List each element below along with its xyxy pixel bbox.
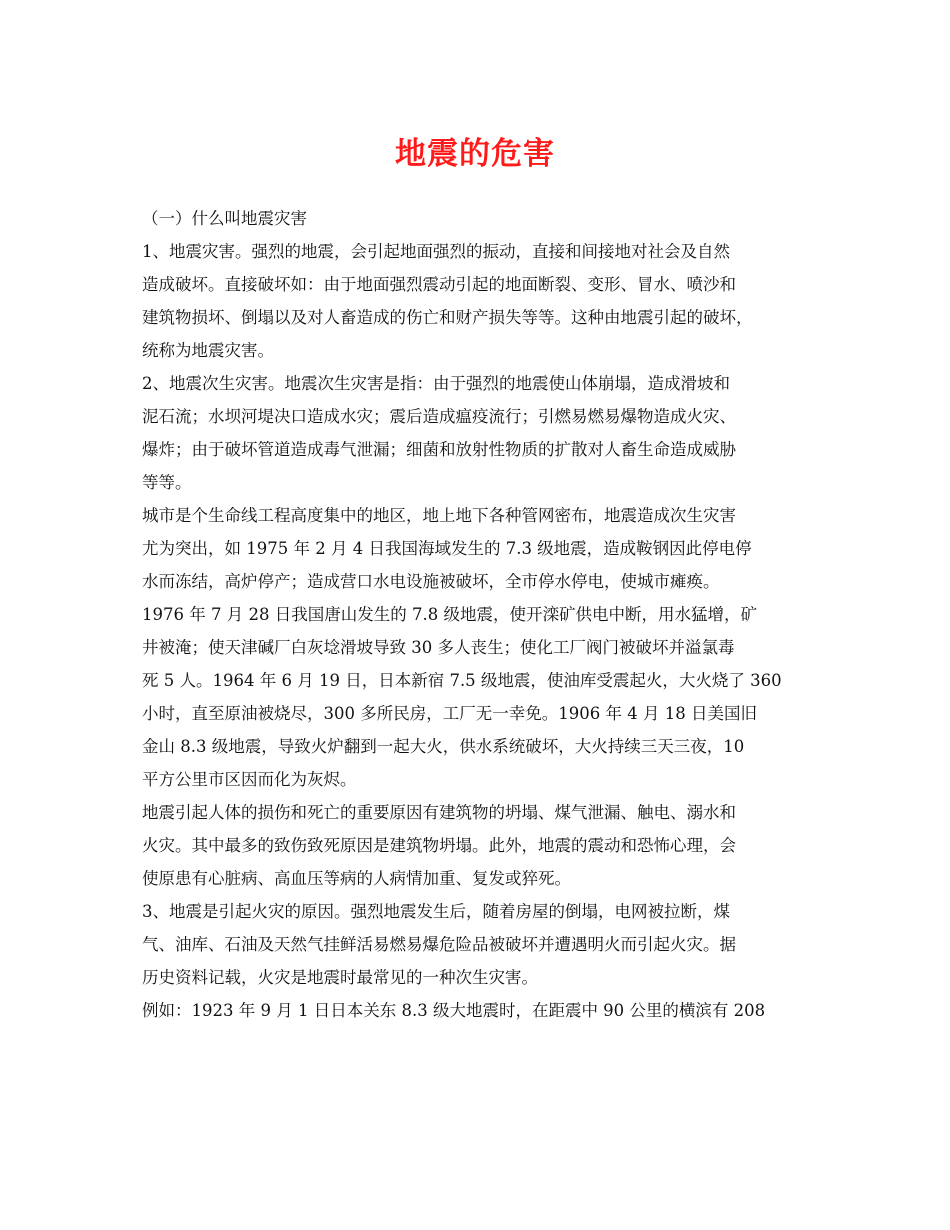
paragraph-line: 火灾。其中最多的致伤致死原因是建筑物坍塌。此外，地震的震动和恐怖心理，会 <box>142 836 736 855</box>
paragraph-line: 1、地震灾害。强烈的地震，会引起地面强烈的振动，直接和间接地对社会及自然 <box>142 242 730 261</box>
paragraph-line: 小时，直至原油被烧尽，300 多所民房，工厂无一幸免。1906 年 4 月 18 日美国旧 <box>142 704 757 723</box>
document-body <box>142 202 814 1027</box>
paragraph-line: 统称为地震灾害。 <box>142 341 274 360</box>
paragraph-line: 建筑物损坏、倒塌以及对人畜造成的伤亡和财产损失等等。这种由地震引起的破坏， <box>142 308 753 327</box>
paragraph-line: 水而冻结，高炉停产；造成营口水电设施被破坏，全市停水停电，使城市瘫痪。 <box>142 572 720 591</box>
paragraph-line: 爆炸；由于破坏管道造成毒气泄漏；细菌和放射性物质的扩散对人畜生命造成威胁 <box>142 440 736 459</box>
paragraph-line: 泥石流；水坝河堤决口造成水灾；震后造成瘟疫流行；引燃易燃易爆物造成火灾、 <box>142 407 736 426</box>
paragraph-line: 1976 年 7 月 28 日我国唐山发生的 7.8 级地震，使开滦矿供电中断，用水猛增，矿 <box>142 605 757 624</box>
paragraph-line: 城市是个生命线工程高度集中的地区，地上地下各种管网密布，地震造成次生灾害 <box>142 506 736 525</box>
paragraph-line: 井被淹；使天津碱厂白灰埝滑坡导致 30 多人丧生；使化工厂阀门被破坏并溢氯毒 <box>142 638 735 657</box>
paragraph-line: 尤为突出，如 1975 年 2 月 4 日我国海域发生的 7.3 级地震，造成鞍钢因此停电停 <box>142 539 752 558</box>
paragraph-line: 地震引起人体的损伤和死亡的重要原因有建筑物的坍塌、煤气泄漏、触电、溺水和 <box>142 803 736 822</box>
paragraph-line: 3、地震是引起火灾的原因。强烈地震发生后，随着房屋的倒塌，电网被拉断，煤 <box>142 902 730 921</box>
document-title: 地震的危害 <box>395 136 555 172</box>
paragraph-line: 等等。 <box>142 473 192 492</box>
paragraph-line: 2、地震次生灾害。地震次生灾害是指：由于强烈的地震使山体崩塌，造成滑坡和 <box>142 374 730 393</box>
paragraph-line: 死 5 人。1964 年 6 月 19 日，日本新宿 7.5 级地震，使油库受震起火，大火烧了 360 <box>142 671 782 690</box>
paragraph-line: 平方公里市区因而化为灰烬。 <box>142 770 357 789</box>
paragraph-line: 使原患有心脏病、高血压等病的人病情加重、复发或猝死。 <box>142 869 571 888</box>
paragraph-line: 例如：1923 年 9 月 1 日日本关东 8.3 级大地震时，在距震中 90 公里的横滨有 208 <box>142 1001 766 1020</box>
paragraph-line: 历史资料记载，火灾是地震时最常见的一种次生灾害。 <box>142 968 538 987</box>
section-heading: （一）什么叫地震灾害 <box>142 209 307 228</box>
paragraph-line: 金山 8.3 级地震，导致火炉翻到一起大火，供水系统破坏，大火持续三天三夜，10 <box>142 737 745 756</box>
paragraph-line: 造成破坏。直接破坏如：由于地面强烈震动引起的地面断裂、变形、冒水、喷沙和 <box>142 275 736 294</box>
paragraph-line: 气、油库、石油及天然气挂鲜活易燃易爆危险品被破坏并遭遇明火而引起火灾。据 <box>142 935 736 954</box>
